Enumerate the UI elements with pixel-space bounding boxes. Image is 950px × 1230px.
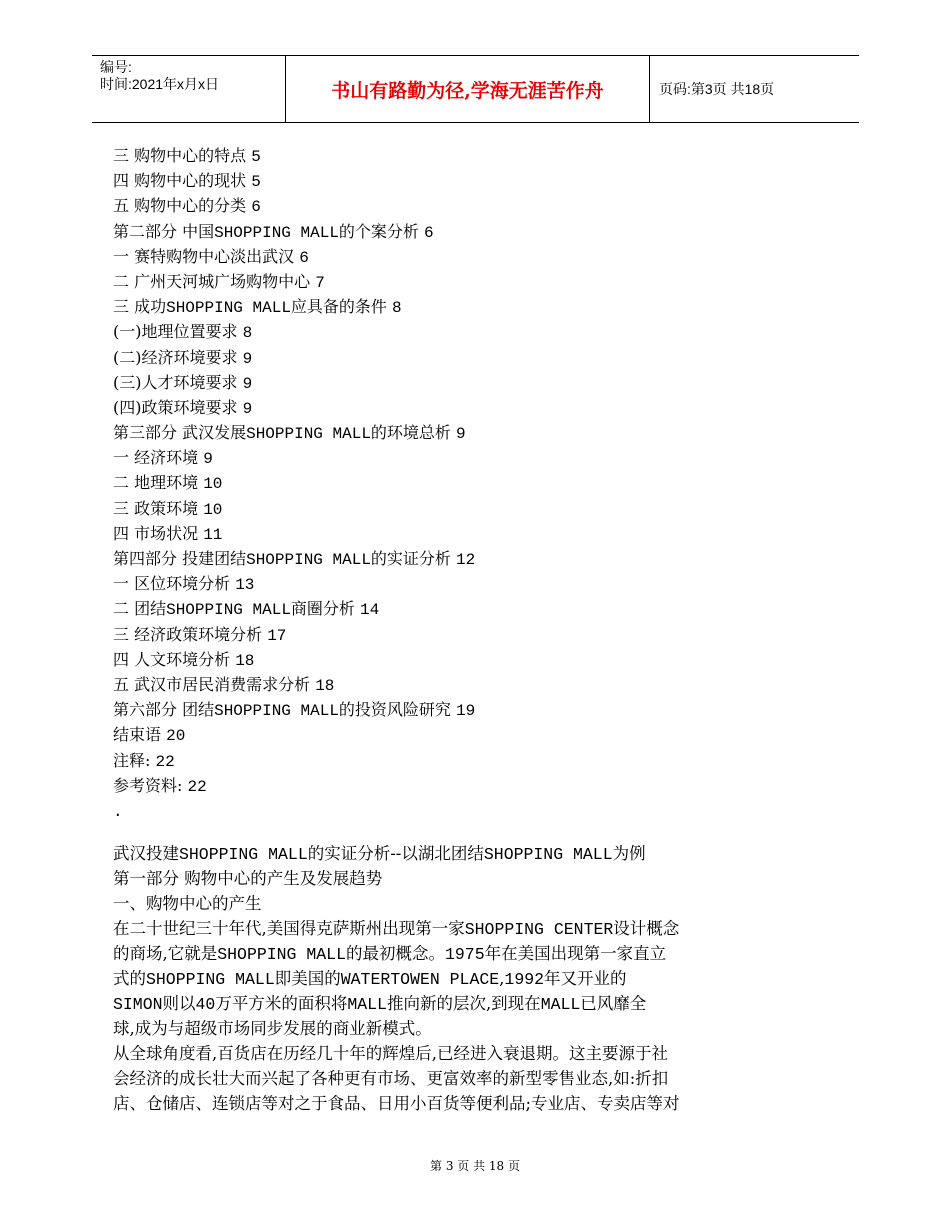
body-line: 从全球角度看,百货店在历经几十年的辉煌后,已经进入衰退期。这主要源于社	[113, 1044, 668, 1063]
toc-entry: 二 广州天河城广场购物中心 7	[113, 271, 325, 292]
toc-entry: .	[113, 802, 123, 821]
toc-entry: 注释: 22	[113, 750, 175, 771]
toc-entry: 五 武汉市居民消费需求分析 18	[113, 674, 335, 695]
body-line: 的商场,它就是SHOPPING MALL的最初概念。1975年在美国出现第一家直立	[113, 944, 667, 964]
toc-entry: (四)政策环境要求 9	[113, 397, 253, 418]
toc-entry: 一 赛特购物中心淡出武汉 6	[113, 246, 309, 267]
header-meta	[92, 56, 285, 122]
toc-entry: (三)人才环境要求 9	[113, 372, 253, 393]
toc-entry: 一 经济环境 9	[113, 448, 213, 469]
toc-entry: 第二部分 中国SHOPPING MALL的个案分析 6	[113, 221, 434, 242]
toc-entry: 三 政策环境 10	[113, 498, 223, 519]
toc-entry: 一 区位环境分析 13	[113, 574, 255, 595]
toc-entry: 三 经济政策环境分析 17	[113, 624, 287, 645]
header-motto: 书山有路勤为径,学海无涯苦作舟	[285, 56, 650, 122]
header-page-info: 页码:第3页 共18页	[659, 81, 775, 97]
body-line: 一、购物中心的产生	[113, 894, 262, 913]
page-header	[92, 55, 859, 123]
toc-entry: (一)地理位置要求 8	[113, 322, 253, 343]
body-line: SIMON则以40万平方米的面积将MALL推向新的层次,到现在MALL已风靡全	[113, 994, 647, 1014]
toc-entry: (二)经济环境要求 9	[113, 347, 253, 368]
body-text	[113, 841, 773, 1116]
toc-entry: 结束语 20	[113, 725, 186, 746]
toc-entry: 三 成功SHOPPING MALL应具备的条件 8	[113, 297, 402, 318]
toc-entry: 三 购物中心的特点 5	[113, 146, 261, 166]
header-number-label: 编号:	[100, 59, 132, 75]
page-footer: 第 3 页 共 18 页	[430, 1159, 520, 1173]
toc-entry: 第四部分 投建团结SHOPPING MALL的实证分析 12	[113, 549, 476, 569]
body-line: 会经济的成长壮大而兴起了各种更有市场、更富效率的新型零售业态,如:折扣	[113, 1069, 669, 1088]
toc-entry: 第六部分 团结SHOPPING MALL的投资风险研究 19	[113, 700, 476, 721]
body-line: 在二十世纪三十年代,美国得克萨斯州出现第一家SHOPPING CENTER设计概念	[113, 919, 680, 939]
toc-entry: 参考资料: 22	[113, 775, 207, 796]
toc-entry: 二 地理环境 10	[113, 473, 223, 494]
toc-entry: 四 购物中心的现状 5	[113, 171, 261, 192]
toc-entry: 四 人文环境分析 18	[113, 649, 255, 670]
body-line: 第一部分 购物中心的产生及发展趋势	[113, 869, 383, 888]
toc-entry: 第三部分 武汉发展SHOPPING MALL的环境总析 9	[113, 423, 466, 444]
header-time-label: 时间:2021年x月x日	[100, 76, 220, 92]
body-line: 式的SHOPPING MALL即美国的WATERTOWEN PLACE,1992年又开业的	[113, 969, 627, 989]
body-line: 店、仓储店、连锁店等对之于食品、日用小百货等便利品;专业店、专卖店等对	[113, 1094, 680, 1113]
toc-entry: 四 市场状况 11	[113, 523, 223, 544]
body-line: 球,成为与超级市场同步发展的商业新模式。	[113, 1019, 432, 1038]
body-line: 武汉投建SHOPPING MALL的实证分析--以湖北团结SHOPPING MALL为例	[113, 844, 646, 864]
toc-entry: 五 购物中心的分类 6	[113, 196, 261, 217]
toc-entry: 二 团结SHOPPING MALL商圈分析 14	[113, 599, 380, 620]
table-of-contents	[113, 143, 813, 823]
